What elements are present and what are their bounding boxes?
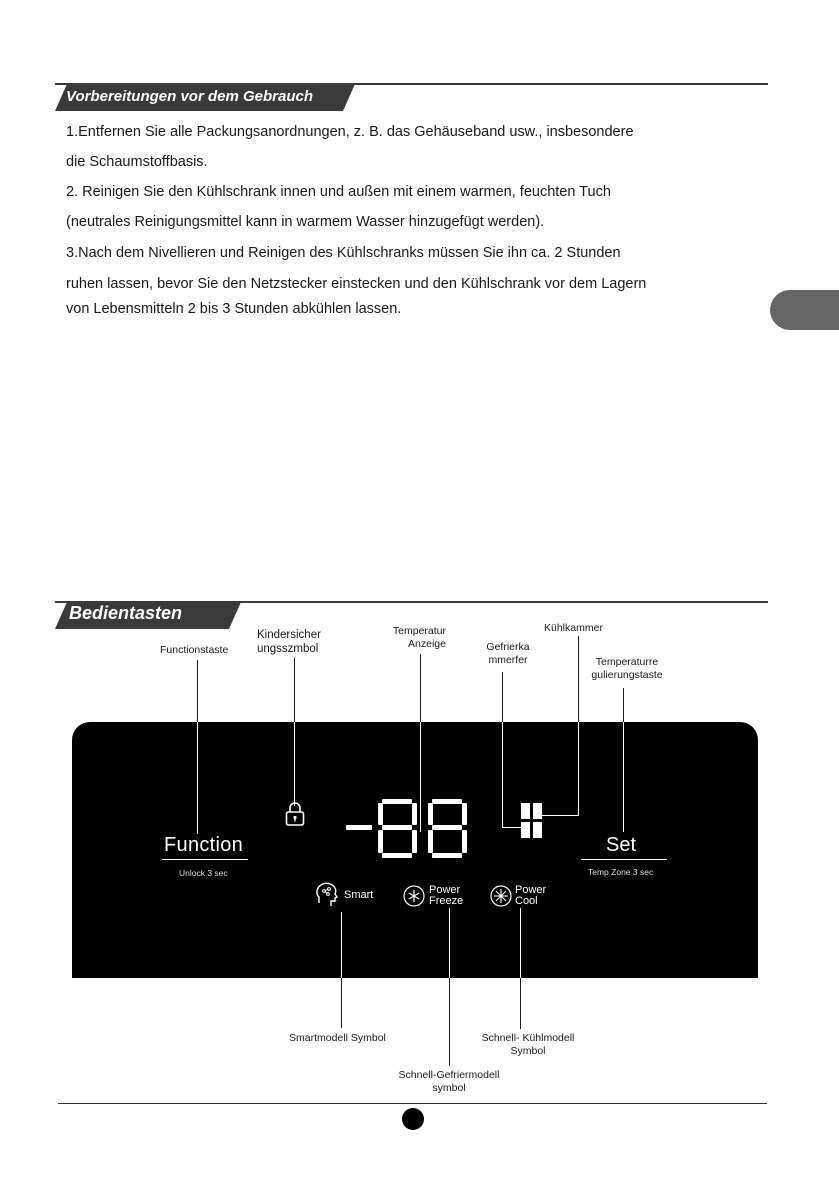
label-gefrierkammer: Gefrierka mmerfer [486, 641, 530, 666]
paragraph-line: ruhen lassen, bevor Sie den Netzstecker einstecken und den Kühlschrank vor dem Lagern [66, 276, 647, 292]
leader-line [341, 912, 342, 978]
smart-label[interactable]: Smart [344, 889, 374, 901]
leader-line [197, 660, 198, 722]
label-functionstaste: Functionstaste [160, 644, 229, 656]
leader-line [197, 722, 198, 834]
set-underline [581, 859, 667, 860]
page-number-dot [402, 1108, 424, 1130]
section-header-preparation [55, 83, 768, 113]
leader-line [578, 636, 579, 722]
cool-star-icon [490, 885, 512, 907]
power-cool-label[interactable]: Power Cool [515, 884, 547, 907]
leader-line [294, 658, 295, 722]
label-schnell-kuehl: Schnell- Kühlmodell Symbol [481, 1032, 575, 1057]
footer-divider [58, 1103, 767, 1104]
leader-line [542, 815, 579, 816]
temperature-display [344, 797, 474, 863]
leader-line [341, 978, 342, 1028]
lock-icon [284, 801, 306, 827]
leader-line [502, 722, 503, 828]
paragraph-line: 3.Nach dem Nivellieren und Reinigen des Kühlschranks müssen Sie ihn ca. 2 Stunden [66, 245, 621, 261]
smart-head-icon [315, 881, 339, 909]
label-temperatur-anzeige: Temperatur Anzeige [392, 625, 446, 650]
leader-line [420, 654, 421, 722]
side-chapter-tab [770, 290, 839, 330]
section-title: Bedientasten [69, 603, 183, 623]
leader-line [623, 688, 624, 722]
label-temperaturregelung: Temperaturre gulierungstaste [591, 656, 663, 681]
leader-line [294, 722, 295, 806]
paragraph-line: 1.Entfernen Sie alle Packungsanordnungen, z. B. das Gehäuseband usw., insbesondere [66, 124, 634, 140]
compartment-icon [521, 803, 543, 839]
power-freeze-label[interactable]: Power Freeze [429, 884, 464, 907]
paragraph-line: die Schaumstoffbasis. [66, 154, 208, 170]
set-button[interactable]: Set [606, 834, 637, 856]
label-schnell-gefrier: Schnell-Gefriermodell symbol [398, 1069, 500, 1094]
leader-line [520, 978, 521, 1029]
leader-line [449, 908, 450, 978]
leader-line [520, 908, 521, 978]
paragraph-line: (neutrales Reinigungsmittel kann in warmem Wasser hinzugefügt werden). [66, 214, 545, 230]
paragraph-line: 2. Reinigen Sie den Kühlschrank innen und außen mit einem warmen, feuchten Tuch [66, 184, 611, 200]
leader-line [623, 722, 624, 832]
leader-line [449, 978, 450, 1066]
leader-line [578, 722, 579, 816]
function-underline [162, 859, 248, 860]
label-kuehlkammer: Kühlkammer [544, 622, 603, 634]
snowflake-icon [403, 885, 425, 907]
leader-line [502, 672, 503, 722]
section-title: Vorbereitungen vor dem Gebrauch [66, 88, 313, 105]
paragraph-line: von Lebensmitteln 2 bis 3 Stunden abkühlen lassen. [66, 301, 402, 317]
function-button[interactable]: Function [164, 834, 244, 856]
function-sub-label: Unlock 3 sec [179, 868, 228, 878]
label-kindersicherung: Kindersicher ungsszmbol [257, 629, 321, 655]
label-smartmodell: Smartmodell Symbol [289, 1032, 386, 1044]
set-sub-label: Temp Zone 3 sec [588, 867, 654, 877]
